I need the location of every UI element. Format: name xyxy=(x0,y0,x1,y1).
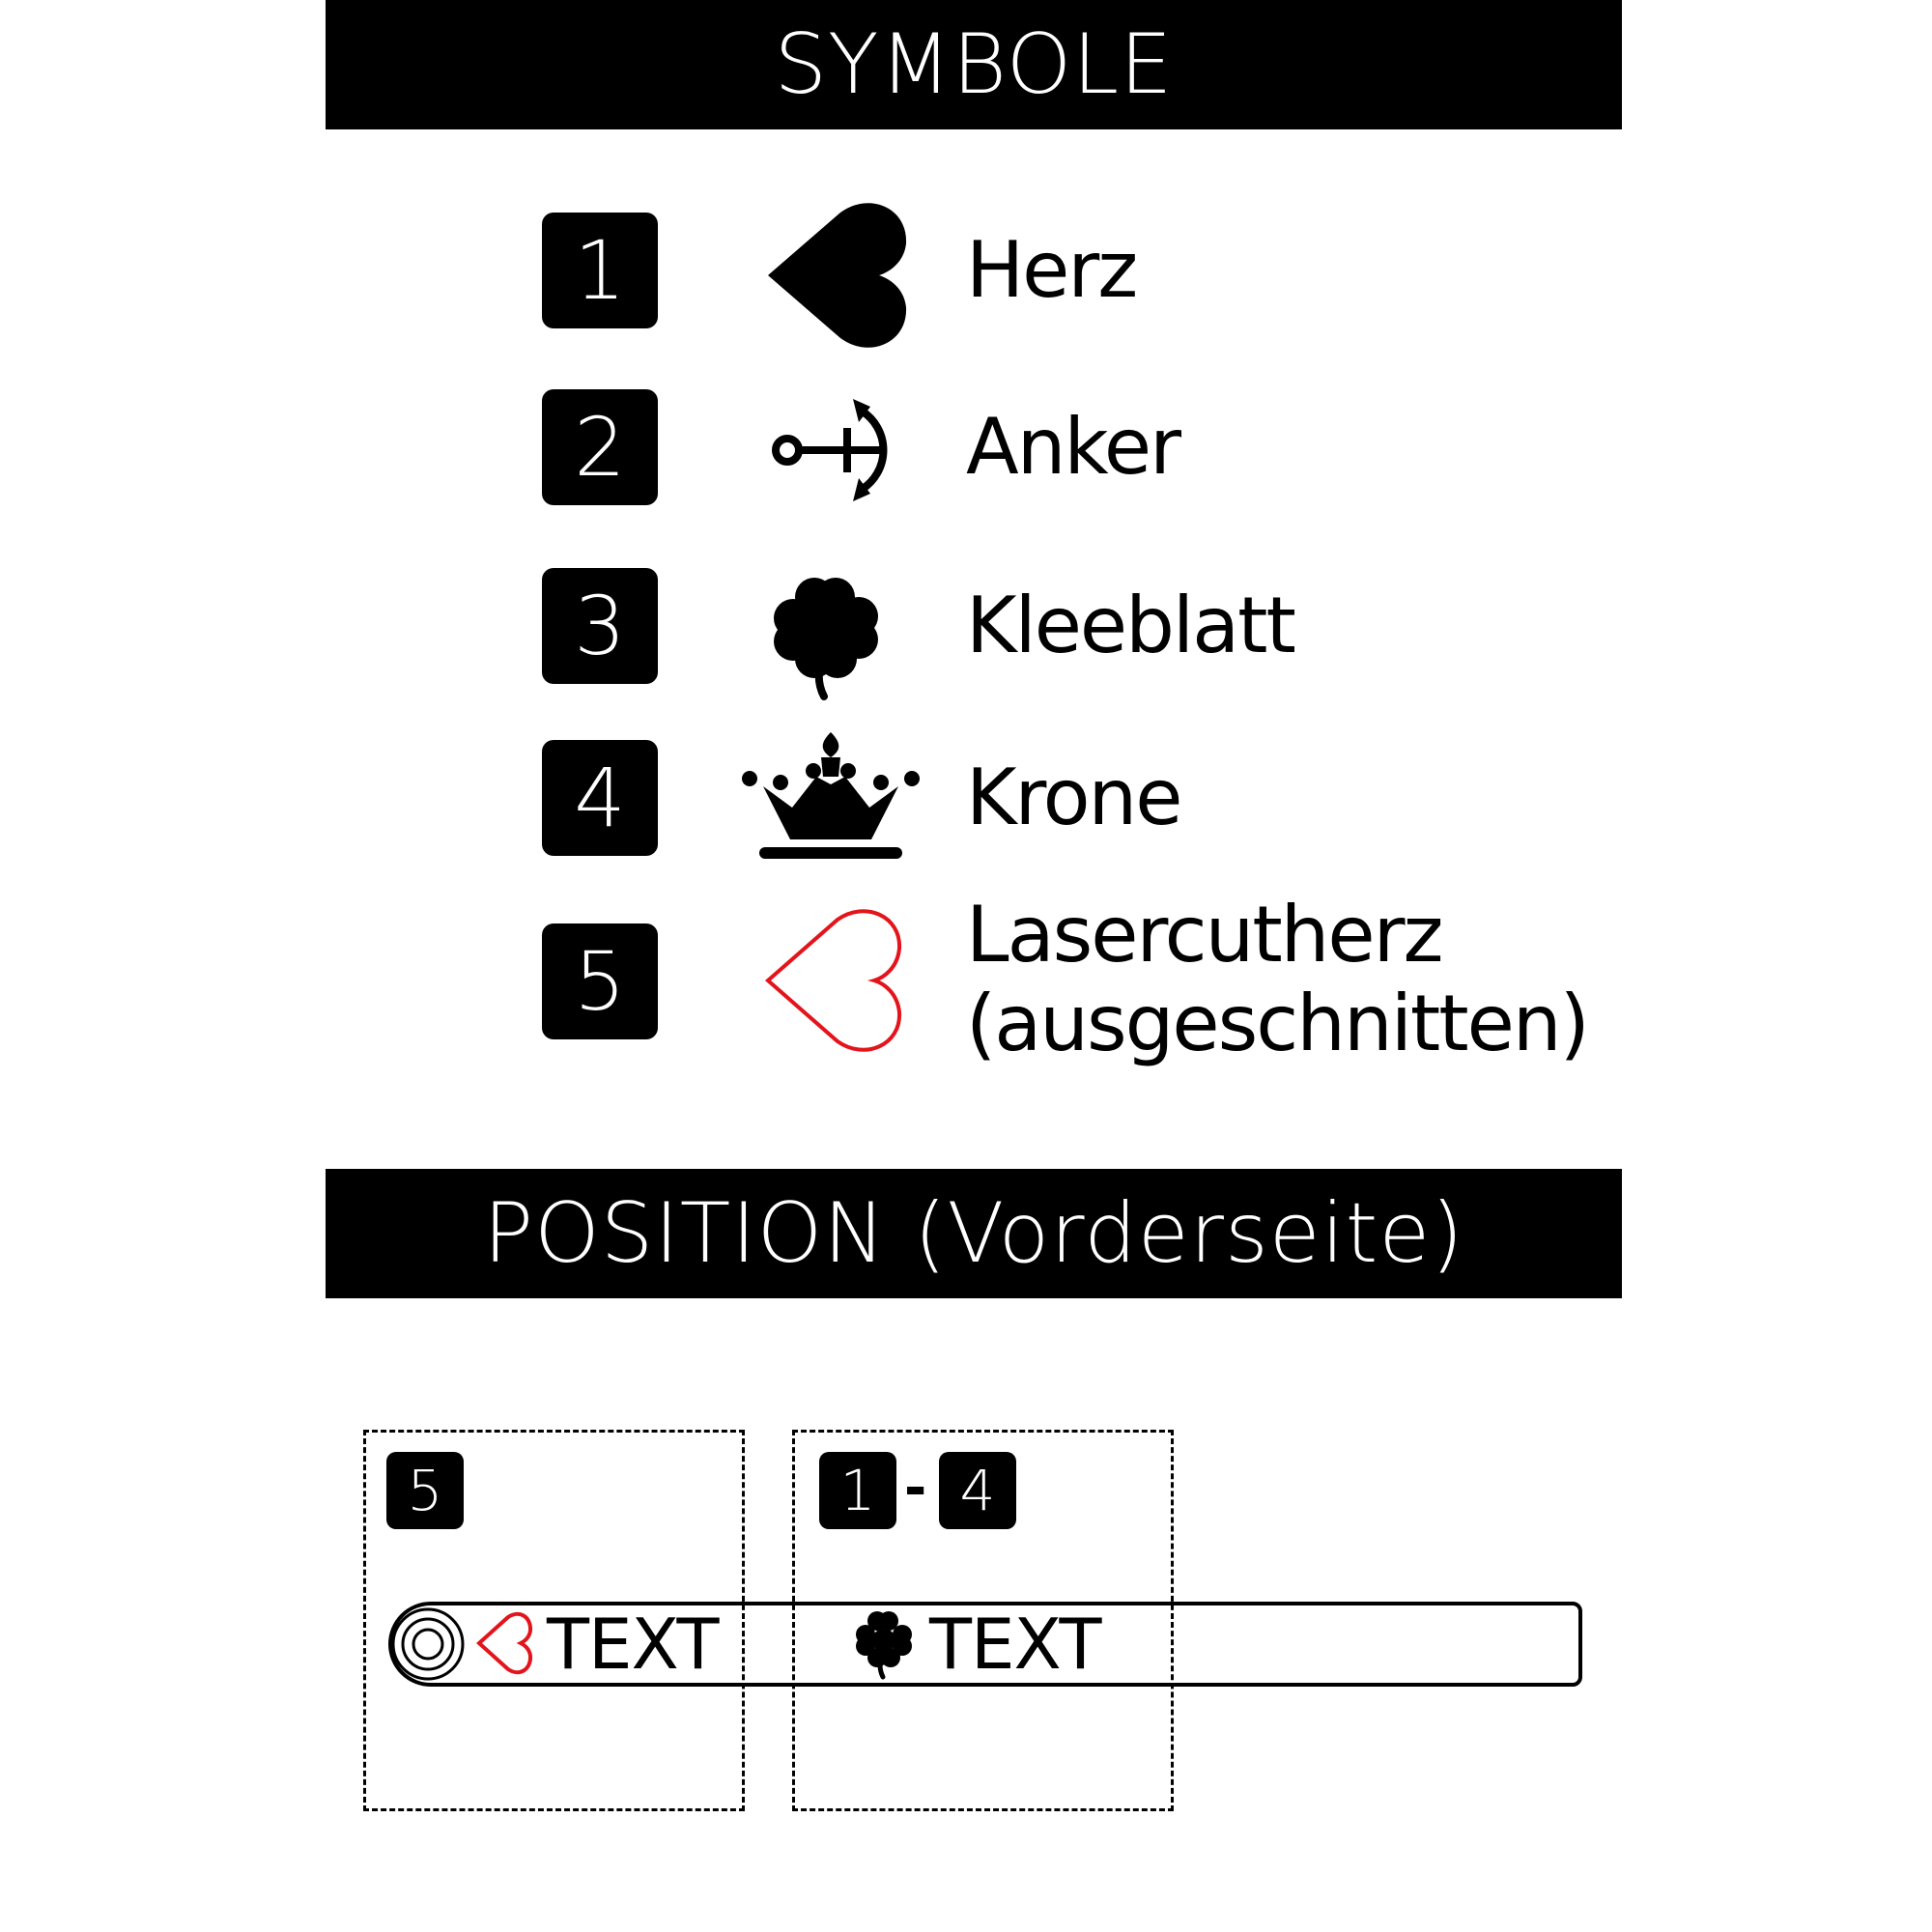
label-ausgeschnitten: (ausgeschnitten) xyxy=(966,979,1588,1068)
clasp-icon xyxy=(384,1600,468,1689)
zone-right-badge-from: 1 xyxy=(819,1452,896,1529)
position-title: POSITION (Vorderseite) xyxy=(483,1185,1464,1282)
number-badge-1: 1 xyxy=(542,213,658,328)
crown-icon xyxy=(734,728,927,873)
clover-small-icon xyxy=(850,1607,920,1681)
anchor-icon xyxy=(739,378,923,523)
zone-right-badge-to: 4 xyxy=(939,1452,1016,1529)
lasercut-heart-small-icon xyxy=(473,1611,533,1675)
lasercut-heart-icon xyxy=(739,908,923,1053)
symbol-row-5 xyxy=(0,890,1932,1068)
clover-icon xyxy=(739,556,923,701)
symbol-row-1 xyxy=(0,213,1932,338)
zone-left-badge: 5 xyxy=(386,1452,464,1529)
symbol-row-2 xyxy=(0,389,1932,515)
label-krone: Krone xyxy=(966,753,1181,842)
symbole-header xyxy=(326,0,1622,129)
label-lasercutherz: Lasercutherz xyxy=(966,890,1442,980)
heart-icon xyxy=(739,203,923,348)
bracelet-text-right: TEXT xyxy=(929,1604,1101,1685)
symbol-row-4 xyxy=(0,740,1932,866)
label-kleeblatt: Kleeblatt xyxy=(966,581,1294,670)
number-badge-2: 2 xyxy=(542,389,658,505)
number-badge-3: 3 xyxy=(542,568,658,684)
zone-right-separator: - xyxy=(904,1457,927,1520)
number-badge-4: 4 xyxy=(542,740,658,856)
label-herz: Herz xyxy=(966,225,1137,315)
bracelet-text-left: TEXT xyxy=(547,1604,719,1685)
label-anker: Anker xyxy=(966,402,1180,492)
symbol-row-3 xyxy=(0,568,1932,694)
symbole-title: SYMBOLE xyxy=(774,16,1174,113)
number-badge-5: 5 xyxy=(542,923,658,1039)
position-header xyxy=(326,1169,1622,1298)
